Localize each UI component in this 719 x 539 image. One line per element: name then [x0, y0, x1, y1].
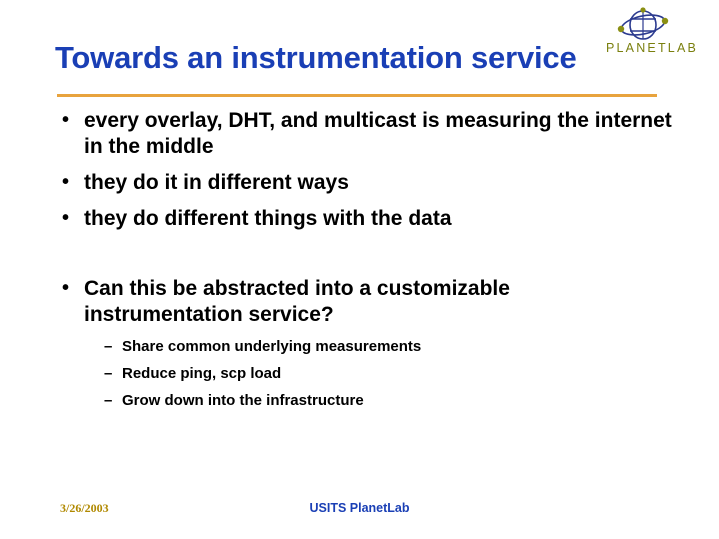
bullet-marker: • — [62, 171, 70, 194]
page-title: Towards an instrumentation service — [55, 40, 577, 75]
bullet-spacer — [62, 242, 672, 276]
list-item — [62, 276, 672, 328]
sub-bullet-text: Share common underlying measurements — [122, 338, 422, 356]
list-item — [104, 392, 672, 410]
sub-bullet-text: Reduce ping, scp load — [122, 365, 282, 383]
list-item — [104, 338, 672, 356]
sub-bullet-marker: – — [104, 365, 113, 383]
sub-bullet-marker: – — [104, 338, 113, 356]
bullet-text: every overlay, DHT, and multicast is measuring the internet in the middle — [84, 109, 672, 159]
bullet-marker: • — [62, 277, 70, 300]
bullet-text: they do it in different ways — [84, 171, 349, 195]
title-divider — [57, 94, 657, 97]
list-item — [62, 108, 672, 160]
slide-body — [62, 108, 672, 419]
bullet-marker: • — [62, 207, 70, 230]
footer-title: USITS PlanetLab — [309, 501, 410, 515]
planetlab-wordmark: PLANETLAB — [605, 41, 699, 55]
list-item — [104, 365, 672, 383]
planetlab-globe-icon — [615, 6, 671, 44]
footer-date: 3/26/2003 — [60, 501, 109, 515]
sub-bullet-text: Grow down into the infrastructure — [122, 392, 364, 410]
list-item — [62, 170, 672, 196]
sub-bullet-marker: – — [104, 392, 113, 410]
bullet-text: Can this be abstracted into a customizable instrumentation service? — [84, 277, 510, 327]
bullet-text: they do different things with the data — [84, 207, 452, 231]
sub-bullet-list — [104, 338, 672, 410]
bullet-marker: • — [62, 109, 70, 131]
list-item — [62, 206, 672, 232]
